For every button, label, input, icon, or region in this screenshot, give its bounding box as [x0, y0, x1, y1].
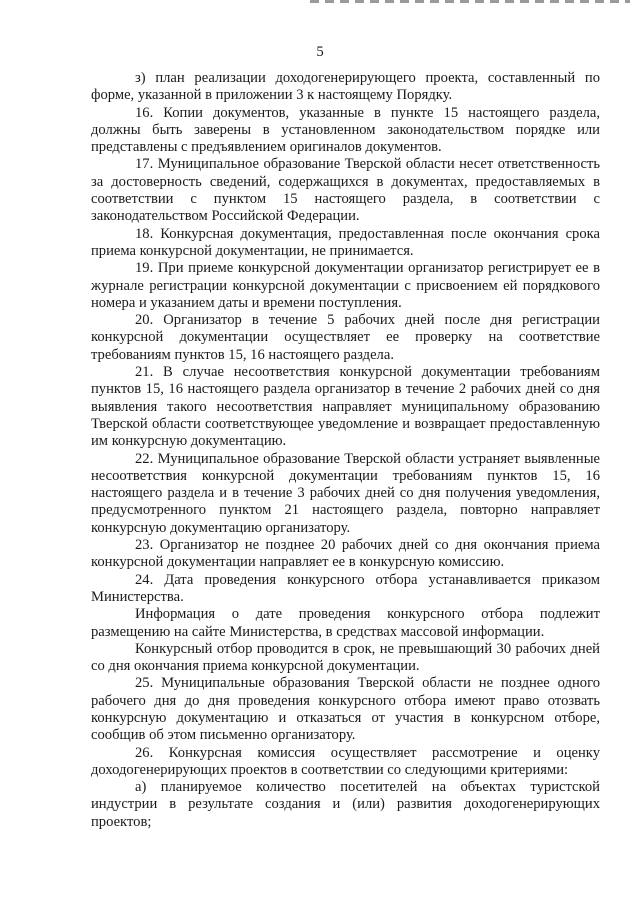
paragraph: з) план реализации доходогенерирующего проекта, составленный по форме, указанной в приложении 3 к настоящему Порядку. [91, 70, 600, 104]
paragraph: 22. Муниципальное образование Тверской области устраняет выявленные несоответствия конкурсной документации требованиям пунктов 15, 16 настоящего раздела и в течение 3 рабочих дней со дня получения уведомления, предусмотренного пунктом 21 настоящего раздела, повторно направляет конкурсную документацию организатору. [91, 450, 600, 536]
paragraph: Информация о дате проведения конкурсного отбора подлежит размещению на сайте Министерства, в средствах массовой информации. [91, 606, 600, 640]
paragraph: 21. В случае несоответствия конкурсной документации требованиям пунктов 15, 16 настоящего раздела организатор в течение 2 рабочих дней со дня выявления такого несоответствия направляет муниципальному образованию Тверской области соответствующее уведомление и возвращает предоставленную им конкурсную документацию. [91, 364, 600, 450]
paragraph: а) планируемое количество посетителей на объектах туристской индустрии в результате создания и (или) развития доходогенерирующих проектов; [91, 779, 600, 830]
paragraph: 24. Дата проведения конкурсного отбора устанавливается приказом Министерства. [91, 571, 600, 605]
paragraph: 17. Муниципальное образование Тверской области несет ответственность за достоверность сведений, содержащихся в документах, предоставляемых в соответствии с пунктом 15 настоящего раздела, в соответствии с законодательством Российской Федерации. [91, 156, 600, 225]
paragraph: 16. Копии документов, указанные в пункте 15 настоящего раздела, должны быть заверены в установленном законодательством порядке или представлены с предъявлением оригиналов документов. [91, 104, 600, 156]
paragraph: Конкурсный отбор проводится в срок, не превышающий 30 рабочих дней со дня окончания приема конкурсной документации. [91, 640, 600, 675]
page-number: 5 [316, 44, 324, 60]
paragraph: 19. При приеме конкурсной документации организатор регистрирует ее в журнале регистрации конкурсной документации с присвоением ей порядкового номера и указанием даты и времени поступления. [91, 260, 600, 311]
scan-edge-mark [310, 0, 630, 3]
paragraph: 25. Муниципальные образования Тверской области не позднее одного рабочего дня до дня проведения конкурсного отбора имеют право отозвать конкурсную документацию и отказаться от участия в конкурсном отборе, сообщив об этом письменно организатору. [91, 675, 600, 744]
document-body [91, 70, 600, 831]
paragraph: 26. Конкурсная комиссия осуществляет рассмотрение и оценку доходогенерирующих проектов в соответствии со следующими критериями: [91, 744, 600, 778]
paragraph: 18. Конкурсная документация, предоставленная после окончания срока приема конкурсной документации, не принимается. [91, 225, 600, 259]
paragraph: 20. Организатор в течение 5 рабочих дней после дня регистрации конкурсной документации осуществляет ее проверку на соответствие требованиям пунктов 15, 16 настоящего раздела. [91, 312, 600, 363]
paragraph: 23. Организатор не позднее 20 рабочих дней со дня окончания приема конкурсной документации направляет ее в конкурсную комиссию. [91, 537, 600, 571]
